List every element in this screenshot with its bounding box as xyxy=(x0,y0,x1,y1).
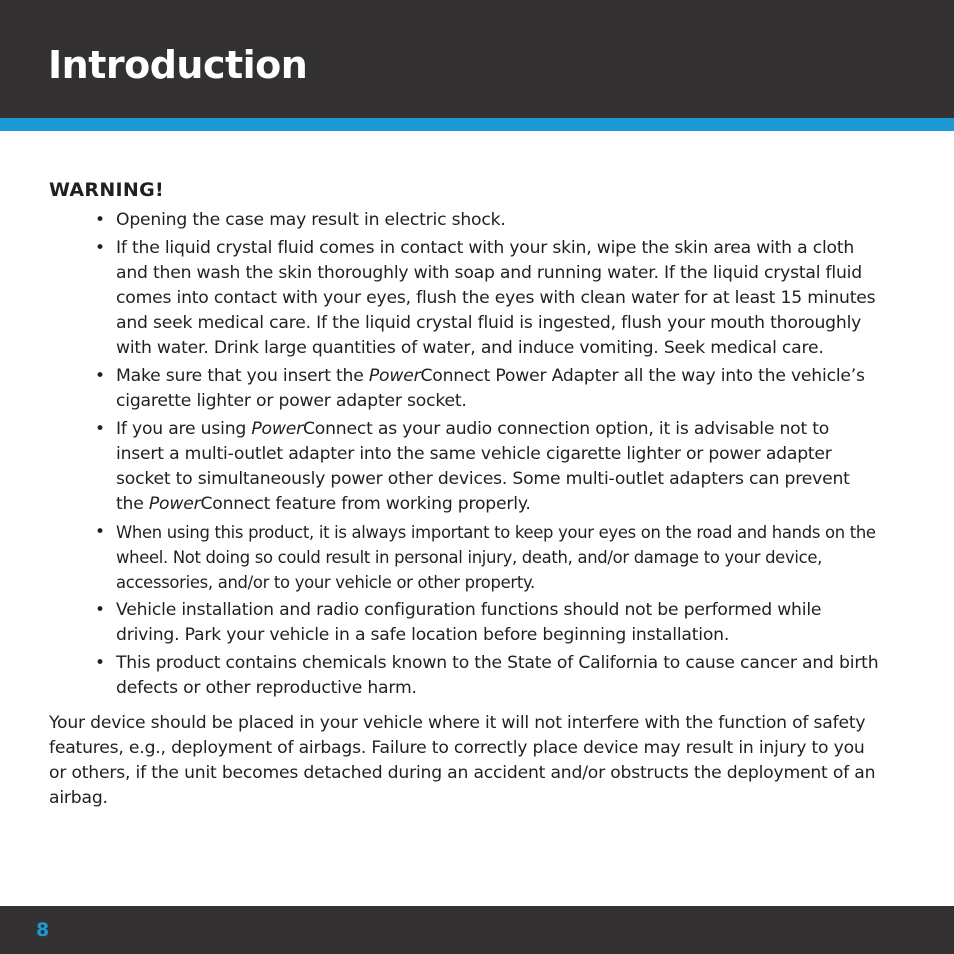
bullet-icon: • xyxy=(95,522,105,542)
warning-item-text: Vehicle installation and radio configuration functions should not be performed while driving. Park your vehicle in a safe location before beginning installation. xyxy=(116,600,822,645)
bullet-icon: • xyxy=(95,366,105,386)
warning-item-text-post: Connect feature from working properly. xyxy=(200,494,531,514)
main-content xyxy=(49,176,879,811)
airbag-paragraph: Your device should be placed in your vehicle where it will not interfere with the function of safety features, e.g., deployment of airbags. Failure to correctly place device may result in injury to you or others, if the unit becomes detached during an accident and/or obstructs the deployment of an airbag. xyxy=(49,713,876,808)
warning-item-text-mid: Connect as your audio connection option, it is advisable not to insert a multi-outlet adapter into the same vehicle cigarette lighter or power adapter socket to simultaneously power other devices. Some multi-outlet adapters can prevent the xyxy=(116,419,850,514)
warning-item-installation xyxy=(49,598,879,648)
warning-item-text: Opening the case may result in electric shock. xyxy=(116,210,506,230)
brand-name-italic: Power xyxy=(148,494,201,514)
bullet-icon: • xyxy=(95,419,105,439)
warning-item-text: If the liquid crystal fluid comes in contact with your skin, wipe the skin area with a cloth and then wash the skin thoroughly with soap and running water. If the liquid crystal fluid comes into contact with your eyes, flush the eyes with clean water for at least 15 minutes and seek medical care. If the liquid crystal fluid is ingested, flush your mouth thoroughly with water. Drink large quantities of water, and induce vomiting. Seek medical care. xyxy=(116,238,876,358)
warning-item-text-pre: Make sure that you insert the xyxy=(116,366,369,386)
warning-item-power-adapter xyxy=(49,364,879,414)
warning-list xyxy=(49,208,879,701)
warning-item-text: When using this product, it is always important to keep your eyes on the road and hands on the wheel. Not doing so could result in personal injury, death, and/or damage to your device, accessories, and/or to your vehicle or other property. xyxy=(116,523,876,592)
warning-heading: WARNING! xyxy=(49,179,164,201)
bullet-icon: • xyxy=(95,653,105,673)
bullet-icon: • xyxy=(95,238,105,258)
page-header xyxy=(0,0,954,118)
bullet-icon: • xyxy=(95,600,105,620)
accent-bar xyxy=(0,118,954,131)
warning-item-multi-outlet xyxy=(49,417,879,517)
bullet-icon: • xyxy=(95,210,105,230)
warning-item-california xyxy=(49,651,879,701)
warning-item-liquid-crystal xyxy=(49,236,879,361)
brand-name-italic: Power xyxy=(251,419,303,439)
warning-item-text: This product contains chemicals known to the State of California to cause cancer and birth defects or other reproductive harm. xyxy=(116,653,879,698)
warning-item-text-post: Connect Power Adapter all the way into the vehicle’s cigarette lighter or power adapter socket. xyxy=(116,366,865,411)
brand-name-italic: Power xyxy=(368,366,421,386)
warning-item-electric-shock xyxy=(49,208,879,233)
page-footer xyxy=(0,906,954,954)
page-number: 8 xyxy=(36,919,50,941)
page-title: Introduction xyxy=(48,43,308,87)
warning-item-eyes-on-road xyxy=(49,520,879,595)
warning-item-text-pre: If you are using xyxy=(116,419,252,439)
